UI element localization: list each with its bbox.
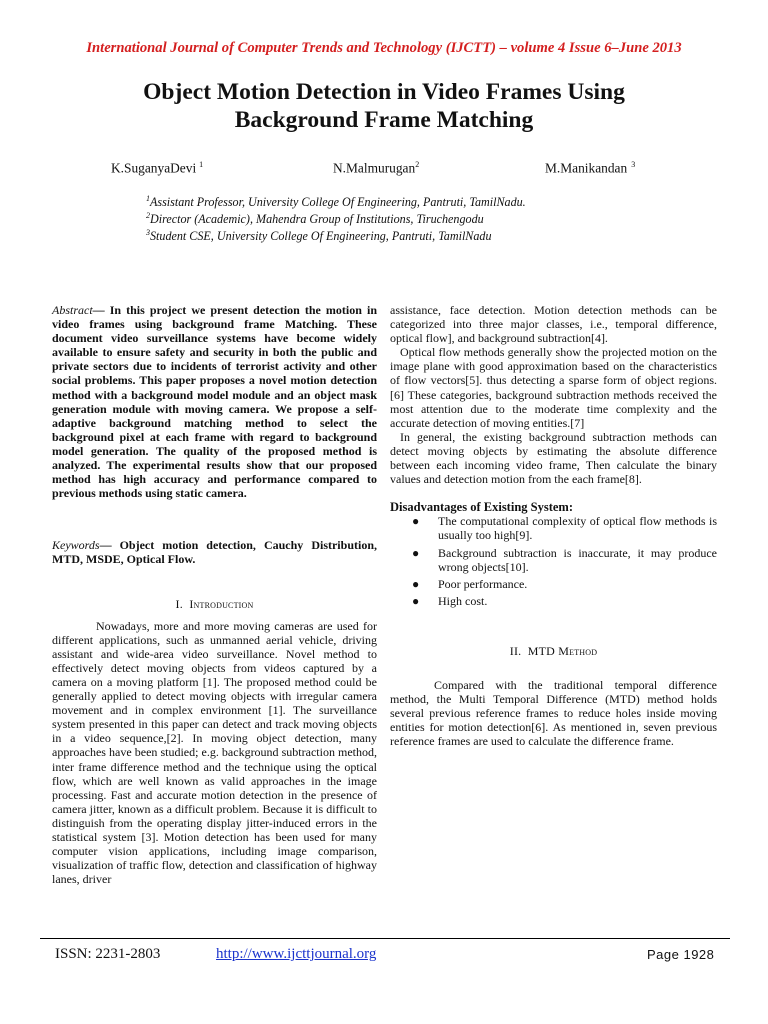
intro-paragraph: Nowadays, more and more moving cameras are used for different applications, such as unmanned aerial vehicle, driving assistant and wide-area video surveillance. Novel method to effectively detect moving objects from videos captured by a camera on a moving platform [1]. The proposed method could be generally applied to detect moving objects with irregular camera movement and in complex environment [1]. The surveillance system presented in this paper can detect and track moving objects in a video sequence,[2]. In moving object detection, many approaches have been studied; e.g. background subtraction method, inter frame difference method and the technique using the optical flow, which are well known as valid approaches in the image processing. Fast and accurate motion detection in the presence of camera jitter, known as a difficult problem. Because it is difficult to distinguish from the operating display jitter-induced errors in the statistical system [3]. Motion detection has been used for many computer vision applications, including image comparison, visualization of traffic flow, detection and classification of highway lanes, driver	[52, 618, 377, 887]
list-item-text: The computational complexity of optical flow methods is usually too high[9].	[438, 514, 717, 543]
left-column	[52, 303, 377, 886]
journal-url-link[interactable]: http://www.ijcttjournal.org	[216, 946, 377, 962]
bullet-icon: ●	[412, 593, 420, 608]
keywords-text: — Object motion detection, Cauchy Distribution, MTD, MSDE, Optical Flow.	[52, 538, 377, 567]
title-line-2: Background Frame Matching	[234, 107, 534, 133]
paragraph-1: assistance, face detection. Motion detection methods can be categorized into three major classes, i.e., temporal difference, optical flow], and background subtraction[4].	[390, 303, 717, 346]
mtd-paragraph: Compared with the traditional temporal difference method, the Multi Temporal Difference (MTD) method holds several previous reference frames to reduce holes inside moving entities for motion detection[6]. As mentioned in, seven previous reference frames are used to calculate the difference frame.	[390, 677, 717, 749]
affiliation-text: Student CSE, University College Of Engineering, Pantruti, TamilNadu	[150, 229, 492, 244]
disadvantages-list	[390, 514, 717, 608]
paragraph-3: In general, the existing background subtraction methods can detect moving objects by estimating the absolute difference between each incoming video frame, Then calculate the binary values and detection motion from the each frame[8].	[390, 429, 717, 487]
list-item	[390, 594, 717, 608]
disadvantages-heading: Disadvantages of Existing System:	[390, 500, 573, 515]
affiliation-sup: 3	[146, 228, 150, 238]
keywords-label: Keywords	[52, 538, 100, 553]
abstract	[52, 303, 377, 500]
section-heading-mtd	[390, 644, 717, 658]
list-item-text: Background subtraction is inaccurate, it may produce wrong objects[10].	[438, 545, 717, 574]
list-item	[390, 577, 717, 591]
affiliations	[146, 192, 706, 244]
section-title: MTD Method	[527, 643, 598, 658]
list-item	[390, 546, 717, 574]
keywords	[52, 538, 377, 566]
affiliation-text: Assistant Professor, University College Of Engineering, Pantruti, TamilNadu.	[150, 195, 526, 210]
author-1	[111, 160, 203, 176]
affiliation-sup: 1	[146, 194, 150, 203]
footer-rule	[40, 938, 730, 939]
affiliation-2	[146, 209, 706, 226]
author-3	[545, 160, 635, 176]
affiliation-sup: 2	[146, 211, 150, 221]
author-sup: 3	[631, 160, 636, 169]
abstract-text: — In this project we present detection the motion in video frames using background frame Matching. These document video surveillance systems have become widely available to ensure safety and security in both the public and private sectors due to incidents of terrorist activity and other social problems. This paper proposes a novel motion detection method with a background model module and an object mask generation module with moving camera. We propose a self-adaptive background matching method to select the background pixel at each frame with regard to background model generation. The quality of the proposed method is analyzed. The experimental results show that our proposed method has high accuracy and performance compared to previous methods using static camera.	[52, 303, 377, 501]
author-name: K.SuganyaDevi	[111, 160, 197, 176]
bullet-icon: ●	[412, 576, 420, 591]
right-column	[390, 303, 717, 748]
page-number: Page 1928	[647, 947, 715, 962]
list-item-text: High cost.	[438, 593, 488, 608]
abstract-label: Abstract	[52, 303, 93, 317]
bullet-icon: ●	[412, 514, 420, 529]
issn: ISSN: 2231-2803	[55, 946, 161, 962]
author-name: M.Manikandan	[545, 160, 628, 176]
bullet-icon: ●	[412, 545, 420, 560]
section-number: I.	[175, 596, 183, 611]
author-name: N.Malmurugan	[333, 160, 416, 176]
affiliation-3	[146, 226, 706, 243]
author-2	[333, 160, 419, 176]
journal-header: International Journal of Computer Trends and Technology (IJCTT) – volume 4 Issue 6–June 2013	[86, 40, 682, 56]
author-sup: 2	[415, 160, 420, 169]
title-line-1: Object Motion Detection in Video Frames Using	[143, 79, 625, 105]
section-title: Introduction	[189, 596, 254, 611]
affiliation-text: Director (Academic), Mahendra Group of Institutions, Tiruchengodu	[150, 212, 484, 227]
affiliation-1	[146, 192, 706, 209]
section-number: II.	[509, 643, 522, 658]
section-heading-introduction	[52, 597, 377, 611]
list-item-text: Poor performance.	[438, 576, 528, 591]
paper-title	[40, 78, 728, 134]
author-sup: 1	[199, 160, 204, 169]
paragraph-2: Optical flow methods generally show the projected motion on the image plane with good approximation based on the characteristics of flow vectors[5]. thus detecting a sparse form of object regions.[6] These categories, background subtraction methods received the most attention due to the moderate time complexity and the accurate detection of moving entities.[7]	[390, 345, 717, 430]
list-item	[390, 514, 717, 542]
